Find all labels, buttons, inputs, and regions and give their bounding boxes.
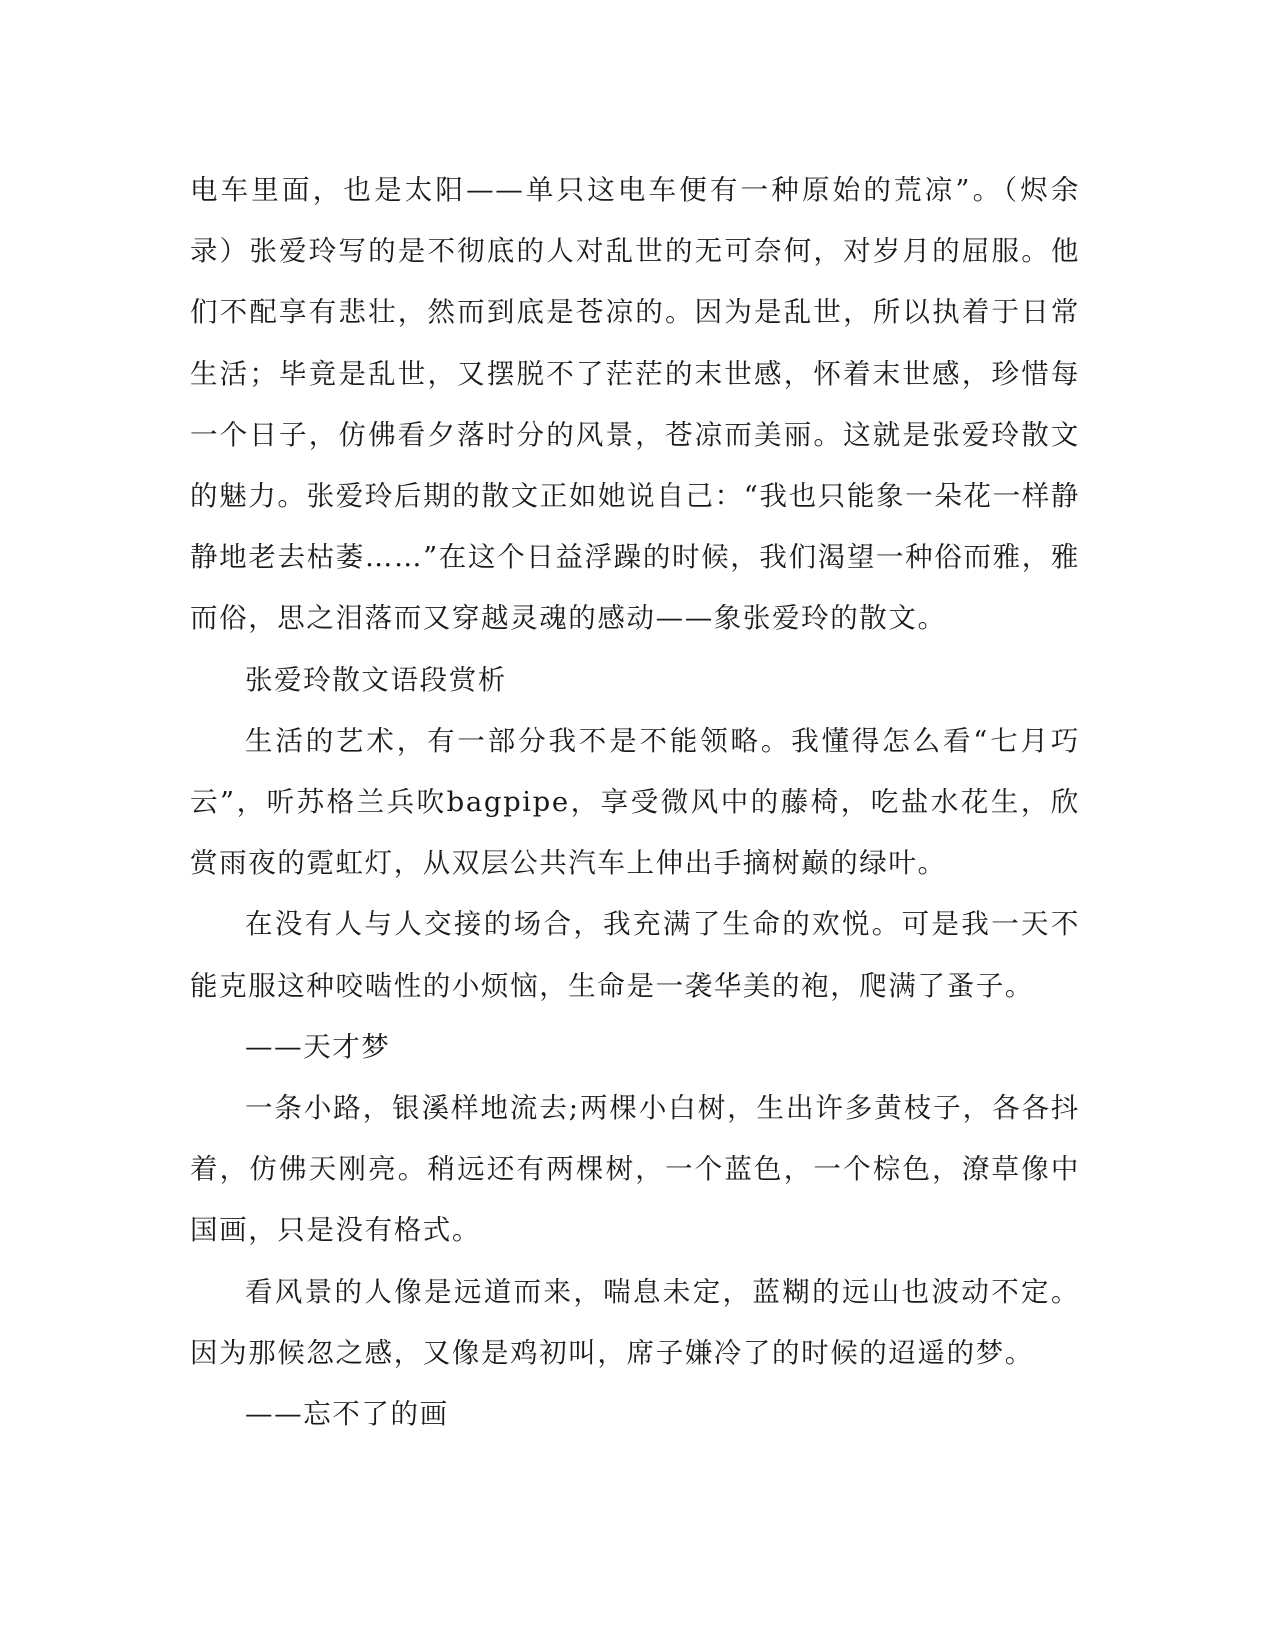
paragraph-essay-commentary: 电车里面，也是太阳——单只这电车便有一种原始的荒凉”。（烬余录）张爱玲写的是不彻底的人对乱世的无可奈何，对岁月的屈服。他们不配享有悲壮，然而到底是苍凉的。因为是乱世，所以执着于日常生活；毕竟是乱世，又摆脱不了茫茫的末世感，怀着末世感，珍惜每一个日子，仿佛看夕落时分的风景，苍凉而美丽。这就是张爱玲散文的魅力。张爱玲后期的散文正如她说自己：“我也只能象一朵花一样静静地老去枯萎……”在这个日益浮躁的时候，我们渴望一种俗而雅，雅而俗，思之泪落而又穿越灵魂的感动——象张爱玲的散文。: [190, 174, 1080, 635]
paragraph-excerpt-art-of-living: 生活的艺术，有一部分我不是不能领略。我懂得怎么看“七月巧云”，听苏格兰兵吹bagpipe，享受微风中的藤椅，吃盐水花生，欣赏雨夜的霓虹灯，从双层公共汽车上伸出手摘树巅的绿叶。: [190, 724, 1080, 880]
paragraph-excerpt-small-road: 一条小路，银溪样地流去;两棵小白树，生出许多黄枝子，各各抖着，仿佛天刚亮。稍远还有两棵树，一个蓝色，一个棕色，潦草像中国画，只是没有格式。: [190, 1092, 1080, 1247]
source-attribution-tiancaimeng: ——天才梦: [245, 1030, 391, 1063]
document-body: [190, 160, 1080, 1445]
paragraph-excerpt-scenery-viewer: 看风景的人像是远道而来，喘息未定，蓝糊的远山也波动不定。因为那候忽之感，又像是鸡初叫，席子嫌冷了的时候的迢遥的梦。: [190, 1275, 1080, 1369]
source-attribution-unforgettable-painting: ——忘不了的画: [245, 1398, 449, 1431]
paragraph-excerpt-joy-of-life: 在没有人与人交接的场合，我充满了生命的欢悦。可是我一天不能克服这种咬啮性的小烦恼，生命是一袭华美的袍，爬满了蚤子。: [190, 908, 1080, 1002]
section-heading: 张爱玲散文语段赏析: [245, 663, 507, 696]
